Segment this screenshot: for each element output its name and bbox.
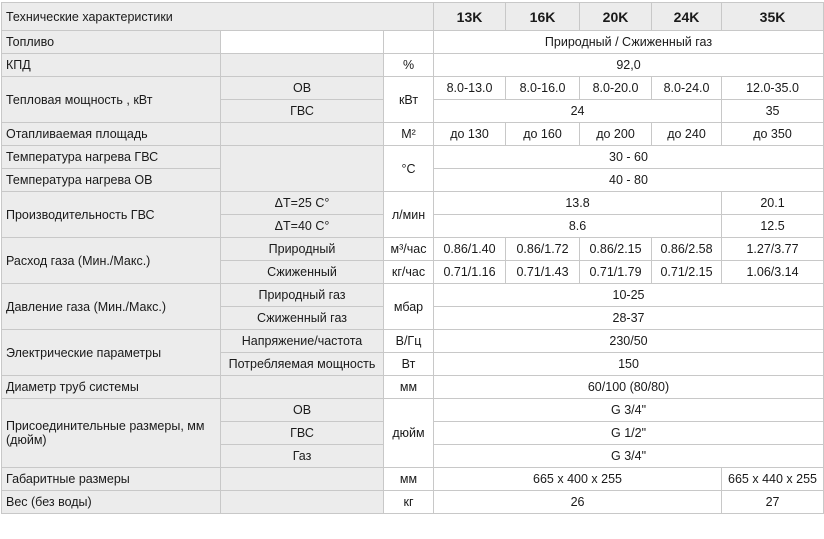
area-label: Отапливаемая площадь	[2, 123, 221, 146]
heat-power-gvs-main: 24	[434, 100, 722, 123]
gas-flow-natural-13k: 0.86/1.40	[434, 238, 506, 261]
gas-pressure-lpg-label: Сжиженный газ	[221, 307, 384, 330]
heat-power-ov-16k: 8.0-16.0	[506, 77, 580, 100]
gas-flow-lpg-20k: 0.71/1.79	[580, 261, 652, 284]
electrical-voltage-unit: В/Гц	[384, 330, 434, 353]
gas-flow-natural-35k: 1.27/3.77	[722, 238, 824, 261]
heat-power-ov-20k: 8.0-20.0	[580, 77, 652, 100]
gas-pressure-natural-label: Природный газ	[221, 284, 384, 307]
gas-flow-natural-20k: 0.86/2.15	[580, 238, 652, 261]
gas-pressure-natural-value: 10-25	[434, 284, 824, 307]
area-20k: до 200	[580, 123, 652, 146]
connections-ov-value: G 3/4"	[434, 399, 824, 422]
gas-flow-natural-row	[2, 238, 824, 261]
dimensions-unit: мм	[384, 468, 434, 491]
electrical-power-unit: Вт	[384, 353, 434, 376]
gas-flow-natural-unit: м³/час	[384, 238, 434, 261]
model-16k: 16K	[506, 3, 580, 31]
connections-ov-label: ОВ	[221, 399, 384, 422]
dhw-dt25-row	[2, 192, 824, 215]
electrical-voltage-value: 230/50	[434, 330, 824, 353]
dhw-dt25-main: 13.8	[434, 192, 722, 215]
dhw-dt40-main: 8.6	[434, 215, 722, 238]
specs-table	[1, 2, 824, 514]
dhw-dt25-label: ΔT=25 С°	[221, 192, 384, 215]
connections-label: Присоединительные размеры, мм (дюйм)	[2, 399, 221, 468]
connections-gvs-value: G 1/2"	[434, 422, 824, 445]
gas-flow-lpg-unit: кг/час	[384, 261, 434, 284]
heat-power-unit: кВт	[384, 77, 434, 123]
heat-power-label: Тепловая мощность , кВт	[2, 77, 221, 123]
pipe-value: 60/100 (80/80)	[434, 376, 824, 399]
heat-power-ov-24k: 8.0-24.0	[652, 77, 722, 100]
heat-power-ov-13k: 8.0-13.0	[434, 77, 506, 100]
connections-ov-row	[2, 399, 824, 422]
connections-gas-value: G 3/4"	[434, 445, 824, 468]
heat-power-ov-35k: 12.0-35.0	[722, 77, 824, 100]
area-16k: до 160	[506, 123, 580, 146]
fuel-row	[2, 31, 824, 54]
area-24k: до 240	[652, 123, 722, 146]
header-title: Технические характеристики	[2, 3, 434, 31]
weight-row	[2, 491, 824, 514]
dhw-dt40-label: ΔT=40 С°	[221, 215, 384, 238]
connections-unit: дюйм	[384, 399, 434, 468]
dimensions-35k: 665 x 440 x 255	[722, 468, 824, 491]
model-35k: 35K	[722, 3, 824, 31]
dimensions-row	[2, 468, 824, 491]
heat-power-gvs-label: ГВС	[221, 100, 384, 123]
heat-power-ov-label: ОВ	[221, 77, 384, 100]
electrical-voltage-row	[2, 330, 824, 353]
dimensions-label: Габаритные размеры	[2, 468, 221, 491]
gas-flow-lpg-24k: 0.71/2.15	[652, 261, 722, 284]
area-row	[2, 123, 824, 146]
efficiency-label: КПД	[2, 54, 221, 77]
area-35k: до 350	[722, 123, 824, 146]
gas-flow-natural-24k: 0.86/2.58	[652, 238, 722, 261]
gas-flow-lpg-13k: 0.71/1.16	[434, 261, 506, 284]
dhw-dt40-35k: 12.5	[722, 215, 824, 238]
electrical-label: Электрические параметры	[2, 330, 221, 376]
dhw-dt25-35k: 20.1	[722, 192, 824, 215]
temp-ov-label: Температура нагрева ОВ	[2, 169, 221, 192]
connections-gas-label: Газ	[221, 445, 384, 468]
gas-pressure-lpg-value: 28-37	[434, 307, 824, 330]
fuel-value: Природный / Сжиженный газ	[434, 31, 824, 54]
fuel-label: Топливо	[2, 31, 221, 54]
gas-pressure-label: Давление газа (Мин./Макс.)	[2, 284, 221, 330]
weight-35k: 27	[722, 491, 824, 514]
gas-flow-natural-label: Природный	[221, 238, 384, 261]
pipe-row	[2, 376, 824, 399]
model-13k: 13K	[434, 3, 506, 31]
weight-main: 26	[434, 491, 722, 514]
dimensions-main: 665 x 400 x 255	[434, 468, 722, 491]
model-24k: 24K	[652, 3, 722, 31]
area-unit: М²	[384, 123, 434, 146]
pipe-unit: мм	[384, 376, 434, 399]
efficiency-value: 92,0	[434, 54, 824, 77]
header-row	[2, 3, 824, 31]
electrical-power-label: Потребляемая мощность	[221, 353, 384, 376]
heat-power-gvs-35k: 35	[722, 100, 824, 123]
connections-gvs-label: ГВС	[221, 422, 384, 445]
efficiency-row	[2, 54, 824, 77]
gas-flow-label: Расход газа (Мин./Макс.)	[2, 238, 221, 284]
dhw-label: Производительность ГВС	[2, 192, 221, 238]
temp-ov-value: 40 - 80	[434, 169, 824, 192]
temp-gvs-value: 30 - 60	[434, 146, 824, 169]
gas-flow-lpg-35k: 1.06/3.14	[722, 261, 824, 284]
gas-flow-lpg-16k: 0.71/1.43	[506, 261, 580, 284]
temp-gvs-row	[2, 146, 824, 169]
model-20k: 20K	[580, 3, 652, 31]
weight-label: Вес (без воды)	[2, 491, 221, 514]
heat-power-ov-row	[2, 77, 824, 100]
dhw-unit: л/мин	[384, 192, 434, 238]
pipe-label: Диаметр труб системы	[2, 376, 221, 399]
temp-gvs-label: Температура нагрева ГВС	[2, 146, 221, 169]
gas-flow-lpg-label: Сжиженный	[221, 261, 384, 284]
weight-unit: кг	[384, 491, 434, 514]
electrical-voltage-label: Напряжение/частота	[221, 330, 384, 353]
efficiency-unit: %	[384, 54, 434, 77]
gas-pressure-natural-row	[2, 284, 824, 307]
area-13k: до 130	[434, 123, 506, 146]
gas-pressure-unit: мбар	[384, 284, 434, 330]
temp-unit: °С	[384, 146, 434, 192]
electrical-power-value: 150	[434, 353, 824, 376]
gas-flow-natural-16k: 0.86/1.72	[506, 238, 580, 261]
